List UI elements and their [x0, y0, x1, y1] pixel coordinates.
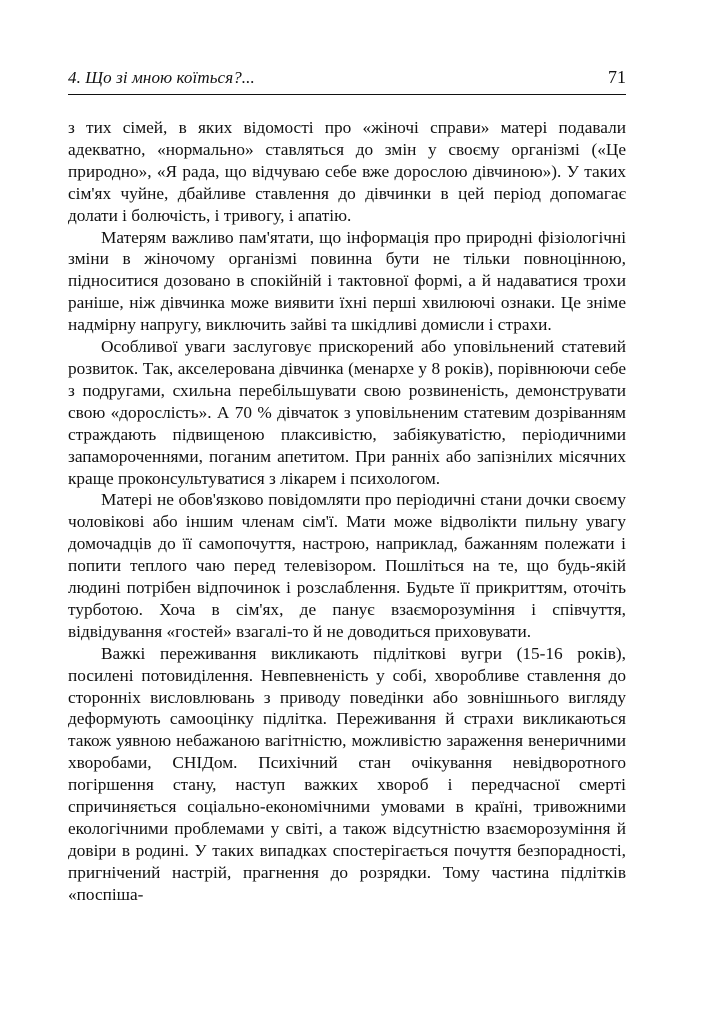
running-header [68, 66, 626, 95]
page-number: 71 [608, 67, 626, 87]
body-text [68, 117, 626, 906]
paragraph-adolescent-anxieties: Важкі переживання викликають підліткові вугри (15-16 років), посилені потовиділення. Невпевненість у собі, хворобливе ставлення до сторонніх висловлювань з приводу поведінки або зовнішнього вигляду деформують самооцінку підлітка. Переживання й страхи викликаються також уявною небажаною вагітністю, можливістю зараження венеричними хворобами, СНІДом. Психічний стан очікування невідворотного погіршення стану, наступ важких хвороб і передчасної смерті спричиняється соціально-економічними умовами в країні, тривожними екологічними проблемами у світі, а також відсутністю взаєморозуміння й довіри в родині. У таких випадках спостерігається почуття безпорадності, пригнічений настрій, прагнення до розрядки. Тому частина підлітків «поспіша- [68, 643, 626, 904]
book-page [68, 66, 626, 906]
paragraph-continuation: з тих сімей, в яких відомості про «жіночі справи» матері подавали адекватно, «нормально» ставляться до змін у своєму організмі («Це природно», «Я рада, що відчуваю себе вже дорослою дівчиною»). У таких сім'ях чуйне, дбайливе ставлення до дівчинки в цей період допомагає долати і болючість, і тривогу, і апатію. [68, 118, 626, 225]
paragraph-development-pace: Особливої уваги заслуговує прискорений або уповільнений статевий розвиток. Так, акселерована дівчинка (менархе у 8 років), порівнюючи себе з подругами, схильна перебільшувати свою розвиненість, демонструвати свою «дорослість». А 70 % дівчаток з уповільненим статевим дозріванням страждають підвищеною плаксивістю, забіякуватістю, періодичними запамороченнями, поганим апетитом. При ранніх або запізнілих місячних краще проконсультуватися з лікарем і психологом. [68, 337, 626, 488]
paragraph-family-privacy: Матері не обов'язково повідомляти про періодичні стани дочки своєму чоловікові або іншим членам сім'ї. Мати може відволікти пильну увагу домочадців до її самопочуття, настрою, наприклад, бажанням полежати і попити теплого чаю перед телевізором. Пошліться на те, що будь-якій людині потрібен відпочинок і розслаблення. Будьте її прикриттям, оточіть турботою. Хоча в сім'ях, де панує взаєморозуміння і співчуття, відвідування «гостей» взагалі-то й не доводиться приховувати. [68, 490, 626, 641]
paragraph-mothers-information: Матерям важливо пам'ятати, що інформація про природні фізіологічні зміни в жіночому організмі повинна бути не тільки повноцінною, підноситися дозовано в спокійній і тактовної формі, а й надаватися трохи раніше, ніж дівчинка може виявити їхні перші хвилюючі ознаки. Це зніме надмірну напругу, виключить зайві та шкідливі домисли і страхи. [68, 227, 626, 335]
chapter-title: 4. Що зі мною коїться?... [68, 68, 255, 87]
